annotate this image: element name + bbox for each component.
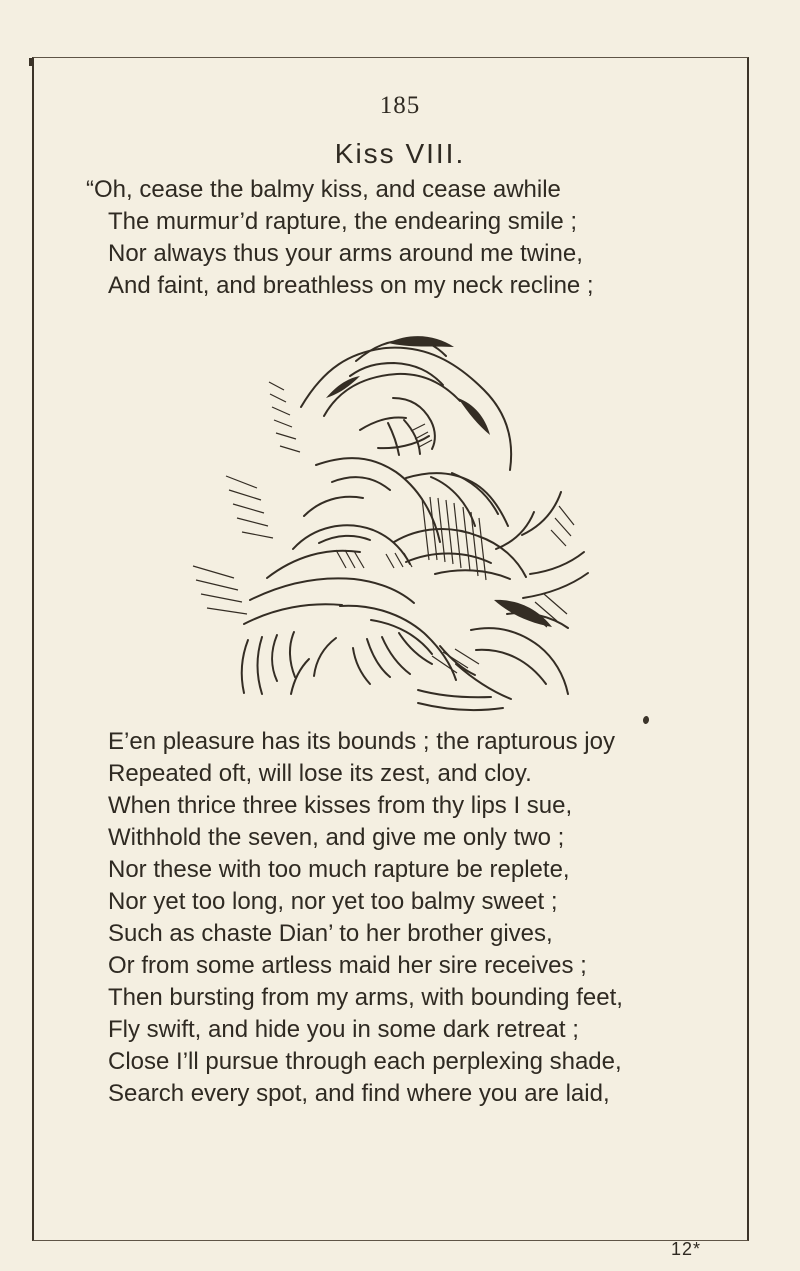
poem-line: Search every spot, and find where you are laid,: [108, 1080, 610, 1107]
stanza-one: [86, 174, 666, 302]
poem-line: Close I’ll pursue through each perplexing shade,: [108, 1048, 622, 1075]
sheet-signature: 12*: [671, 1239, 702, 1259]
page-number: 185: [379, 92, 421, 119]
poem-line: Nor these with too much rapture be replete,: [108, 856, 570, 883]
page-corner-mark: [29, 58, 32, 66]
kiss-illustration: [174, 328, 604, 720]
poem-line: Repeated oft, will lose its zest, and cloy.: [108, 760, 532, 787]
poem-title: Kiss VIII.: [334, 138, 466, 169]
poem-line: E’en pleasure has its bounds ; the rapturous joy: [108, 728, 615, 755]
kiss-illustration-svg: [174, 328, 604, 720]
poem-line: And faint, and breathless on my neck recline ;: [108, 272, 594, 299]
poem-line: When thrice three kisses from thy lips I sue,: [108, 792, 573, 819]
poem-line: Or from some artless maid her sire receives ;: [108, 952, 587, 979]
poem-line: The murmur’d rapture, the endearing smile ;: [108, 208, 578, 235]
poem-line: Nor always thus your arms around me twine,: [108, 240, 583, 267]
poem-line: Such as chaste Dian’ to her brother gives,: [108, 920, 553, 947]
poem-line: “Oh, cease the balmy kiss, and cease awhile: [86, 176, 561, 203]
poem-line: Then bursting from my arms, with bounding feet,: [108, 984, 623, 1011]
poem-line: Withhold the seven, and give me only two ;: [108, 824, 565, 851]
stanza-two: [108, 726, 688, 1110]
poem-line: Nor yet too long, nor yet too balmy sweet ;: [108, 888, 558, 915]
poem-line: Fly swift, and hide you in some dark retreat ;: [108, 1016, 579, 1043]
